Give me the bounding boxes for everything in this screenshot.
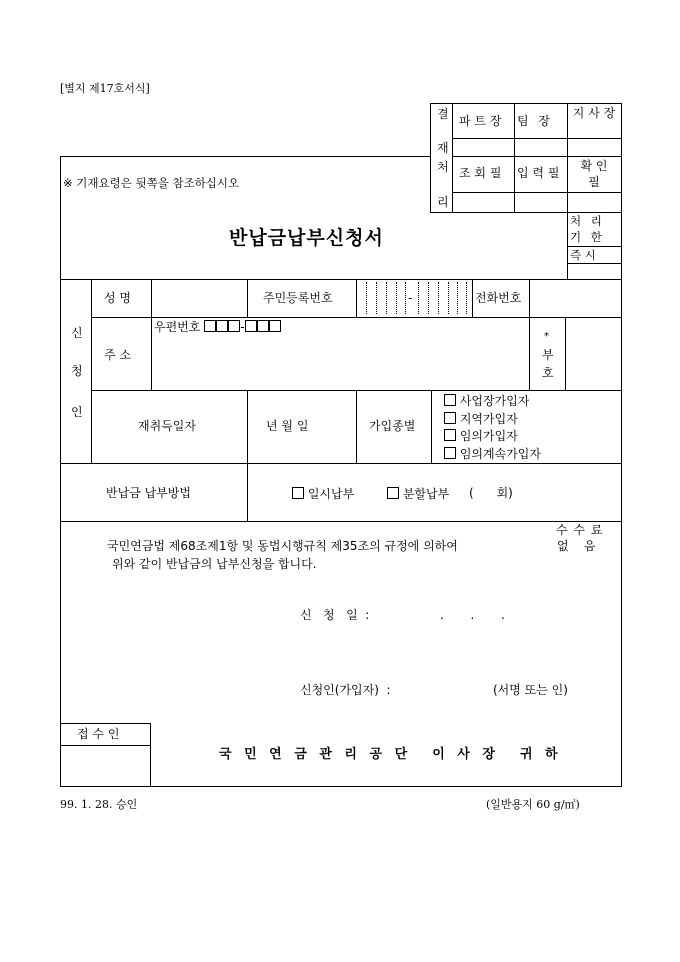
installment-count[interactable]: ( 회) [469, 486, 513, 500]
name-field[interactable] [152, 280, 246, 316]
checkbox[interactable] [387, 487, 399, 499]
declaration-line-2: 위와 같이 반납금의 납부신청을 합니다. [112, 557, 317, 571]
approval-inquiry: 조 회 필 [459, 166, 502, 180]
checkbox[interactable] [292, 487, 304, 499]
join-type-voluntary[interactable]: 임의가입자 [444, 428, 541, 446]
approval-label-1: 결 [437, 107, 449, 121]
reacquisition-date-field[interactable]: 년 월 일 [266, 419, 309, 433]
postal-box[interactable] [228, 320, 240, 332]
approval-input: 입 력 필 [517, 166, 560, 180]
apply-date-label: 신 청 일 : [300, 608, 370, 622]
declaration-line-1: 국민연금법 제68조제1항 및 동법시행규칙 제35조의 규정에 의하여 [107, 539, 458, 553]
reacquisition-date-label: 재취득일자 [138, 419, 196, 433]
code-label-2: 호 [542, 366, 554, 380]
address-field[interactable] [152, 336, 528, 389]
join-type-workplace[interactable]: 사업장가입자 [444, 393, 541, 411]
phone-label: 전화번호 [475, 291, 522, 305]
approval-date: 99. 1. 28. 승인 [60, 798, 138, 811]
applicant-side-3: 인 [71, 405, 83, 419]
fee-value: 없 음 [557, 539, 596, 553]
join-type-voluntary-continued[interactable]: 임의계속가입자 [444, 446, 541, 464]
applicant-side-1: 신 [71, 326, 83, 340]
postal-box[interactable] [216, 320, 228, 332]
page-title: 반납금납부신청서 [229, 227, 384, 249]
approval-label-4: 리 [437, 195, 449, 209]
postal-box[interactable] [269, 320, 281, 332]
payment-method-label: 반납금 납부방법 [106, 486, 191, 500]
payment-installment-option[interactable]: 분할납부 [387, 487, 449, 500]
processing-deadline-label: 처 리 기 한 [570, 214, 605, 244]
join-type-label: 가입종별 [369, 419, 416, 433]
approval-branch-chief: 지 사 장 [572, 106, 616, 120]
postal-dash: - [240, 320, 245, 334]
approval-label-3: 처 [437, 160, 449, 174]
signature-field[interactable]: (서명 또는 인) [493, 683, 568, 697]
applicant-side-2: 청 [71, 364, 83, 378]
rrn-label: 주민등록번호 [263, 291, 333, 305]
paper-spec: (일반용지 60 g/㎡) [486, 798, 580, 811]
receipt-stamp-label: 접 수 인 [77, 727, 120, 741]
postal-box[interactable] [245, 320, 257, 332]
checkbox[interactable] [444, 429, 456, 441]
code-mark: * [544, 331, 549, 342]
addressee: 국 민 연 금 관 리 공 단 이 사 장 귀 하 [219, 747, 558, 762]
postal-box[interactable] [257, 320, 269, 332]
postal-code [154, 320, 281, 333]
checkbox[interactable] [444, 394, 456, 406]
address-label: 주 소 [104, 348, 131, 362]
notice: ※ 기재요령은 뒷쪽을 참조하십시오 [63, 176, 240, 190]
payment-lump-option[interactable]: 일시납부 [292, 487, 354, 500]
rrn-dash: - [408, 291, 413, 305]
postal-label: 우편번호 [154, 320, 201, 334]
join-type-options [444, 393, 541, 463]
approval-team-leader: 팀 장 [517, 114, 550, 128]
approval-part-leader: 파 트 장 [459, 114, 502, 128]
approval-label-2: 재 [437, 141, 449, 155]
name-label: 성 명 [104, 291, 131, 305]
fee-label: 수 수 료 [556, 523, 603, 537]
processing-deadline-value: 즉 시 [570, 248, 596, 262]
code-label-1: 부 [542, 348, 554, 362]
applicant-signature-label: 신청인(가입자) : [300, 683, 391, 697]
approval-confirm: 확 인 필 [580, 159, 608, 189]
join-type-regional[interactable]: 지역가입자 [444, 411, 541, 429]
form-number: [별지 제17호서식] [60, 82, 150, 95]
postal-box[interactable] [204, 320, 216, 332]
code-field[interactable] [566, 318, 620, 389]
rrn-field[interactable] [357, 280, 471, 316]
phone-field[interactable] [530, 280, 620, 316]
apply-date-field[interactable]: . . . [440, 608, 505, 622]
checkbox[interactable] [444, 447, 456, 459]
checkbox[interactable] [444, 412, 456, 424]
receipt-stamp-field[interactable] [61, 746, 149, 785]
